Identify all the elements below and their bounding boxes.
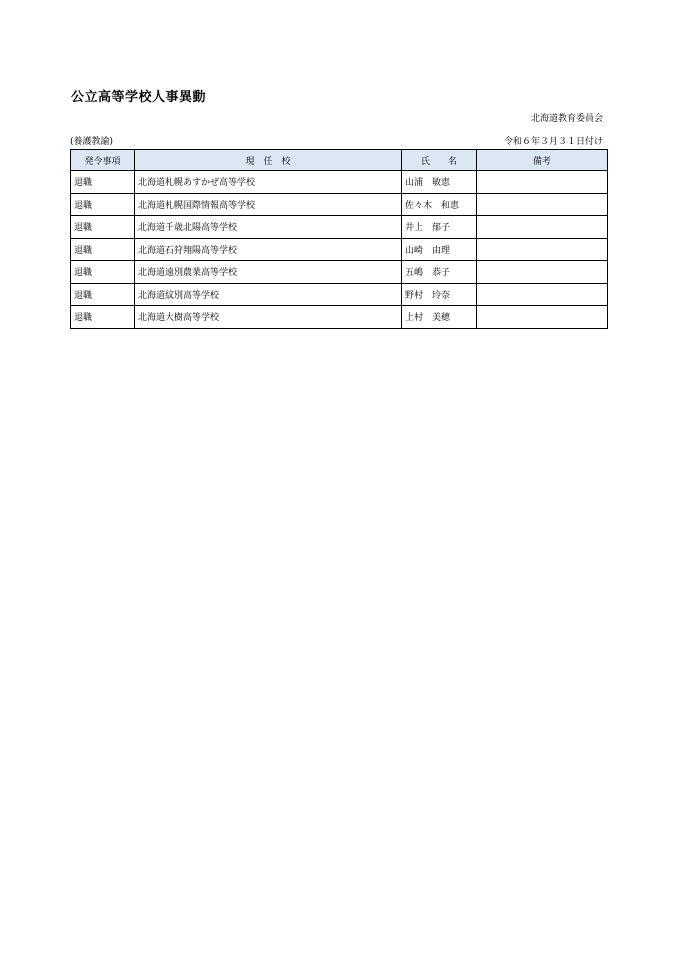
table-row (71, 193, 608, 216)
order-item-cell: 退職 (71, 216, 135, 239)
header-name: 氏 名 (402, 150, 477, 171)
table-row (71, 306, 608, 329)
table-row (71, 261, 608, 284)
name-cell: 山浦 敏恵 (402, 171, 477, 194)
school-cell: 北海道札幌国際情報高等学校 (135, 193, 402, 216)
name-cell: 野村 玲奈 (402, 283, 477, 306)
school-cell: 北海道紋別高等学校 (135, 283, 402, 306)
school-cell: 北海道札幌あすかぜ高等学校 (135, 171, 402, 194)
school-cell: 北海道遠別農業高等学校 (135, 261, 402, 284)
name-cell: 山崎 由理 (402, 238, 477, 261)
remarks-cell (477, 283, 608, 306)
remarks-cell (477, 171, 608, 194)
table-row (71, 216, 608, 239)
school-cell: 北海道大樹高等学校 (135, 306, 402, 329)
order-item-cell: 退職 (71, 193, 135, 216)
table-row (71, 171, 608, 194)
order-item-cell: 退職 (71, 306, 135, 329)
header-remarks: 備考 (477, 150, 608, 171)
table-header-row (71, 150, 608, 171)
issuer-name: 北海道教育委員会 (530, 114, 603, 124)
personnel-table (70, 149, 608, 329)
remarks-cell (477, 216, 608, 239)
effective-date: 令和６年３月３１日付け (503, 137, 603, 147)
header-order-item: 発令事項 (71, 150, 135, 171)
table-row (71, 238, 608, 261)
order-item-cell: 退職 (71, 283, 135, 306)
remarks-cell (477, 261, 608, 284)
order-item-cell: 退職 (71, 238, 135, 261)
name-cell: 佐々木 和恵 (402, 193, 477, 216)
school-cell: 北海道千歳北陽高等学校 (135, 216, 402, 239)
order-item-cell: 退職 (71, 261, 135, 284)
order-item-cell: 退職 (71, 171, 135, 194)
name-cell: 五嶋 恭子 (402, 261, 477, 284)
name-cell: 井上 郁子 (402, 216, 477, 239)
position-category: (養護教諭) (70, 137, 114, 147)
header-current-school: 現 任 校 (135, 150, 402, 171)
remarks-cell (477, 306, 608, 329)
school-cell: 北海道石狩翔陽高等学校 (135, 238, 402, 261)
name-cell: 上村 美穂 (402, 306, 477, 329)
remarks-cell (477, 193, 608, 216)
remarks-cell (477, 238, 608, 261)
table-row (71, 283, 608, 306)
document-title: 公立高等学校人事異動 (71, 90, 207, 105)
